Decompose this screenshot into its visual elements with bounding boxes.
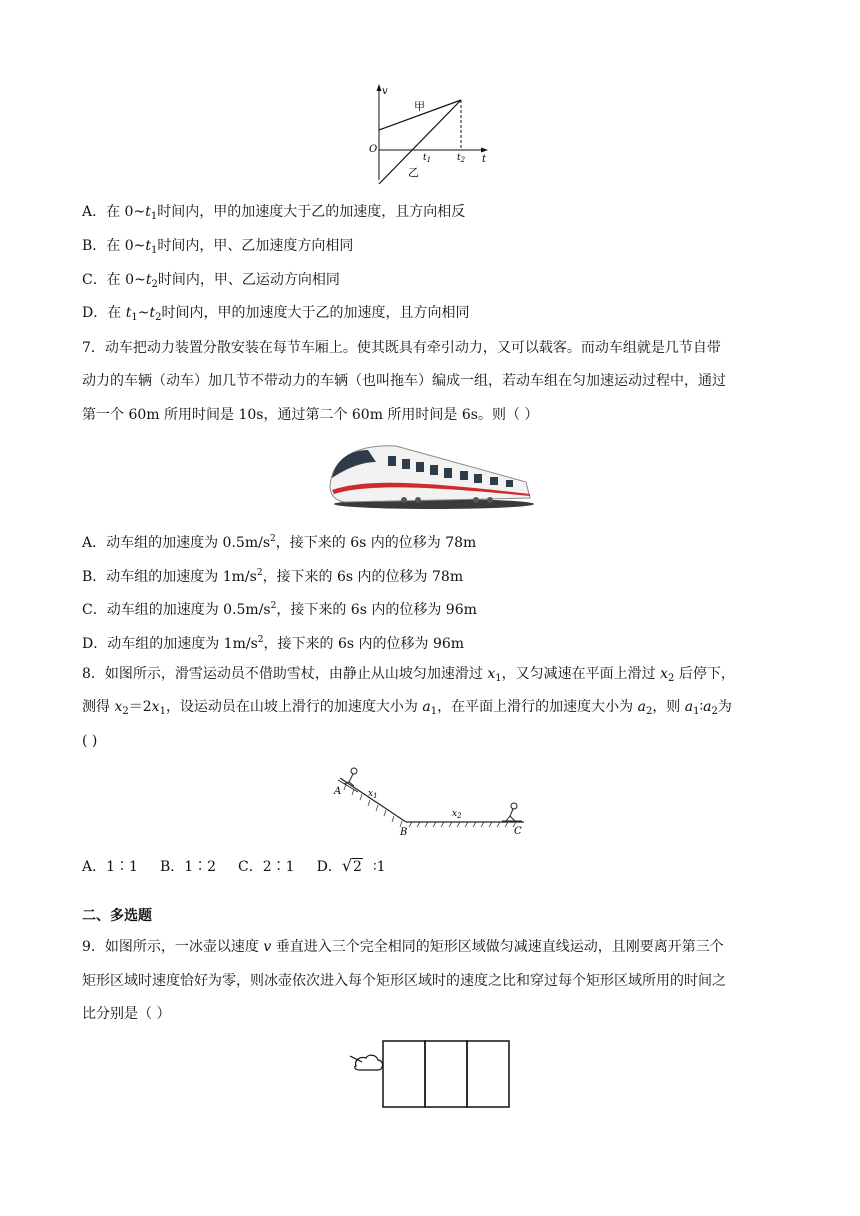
curling-stone-icon [350,1055,383,1070]
q8-stem-line2: 测得 $x_2=2x_1$，设运动员在山坡上滑行的加速度大小为 $a_1$，在平面上滑行的加速度大小为 $a_2$，则 $a_1∶a_2$为 [82,699,732,717]
section-title-multiple-choice: 二、多选题 [82,908,152,924]
q7-option-c: C．动车组的加速度为 $0.5m/s^2$，接下来的 6s 内的位移为 96m [82,601,477,618]
q7-stem-line3: 第一个 60m 所用时间是 10s，通过第二个 60m 所用时间是 6s。则（ ） [82,407,539,423]
q7-stem-line1: 7．动车把动力装置分散安装在每节车厢上。使其既具有牵引动力，又可以载客。而动车组就是几节自带 [82,340,721,356]
q8-option-c: C．2∶1 [238,859,295,875]
q8-option-b: B．1∶2 [159,859,217,875]
tick-t2: $t_2$ [457,153,466,164]
point-a-label: A [334,786,342,797]
ski-slope-figure [332,764,528,836]
region-2 [425,1041,467,1107]
q7-stem-line2: 动力的车辆（动车）加几节不带动力的车辆（也叫拖车）编成一组，若动车组在匀加速运动过程中，通过 [82,373,726,389]
axis-t-label: t [482,154,487,165]
skier-icon-c [502,803,522,821]
q6-option-d: D．在 $t_1\sim t_2$时间内，甲的加速度大于乙的加速度，且方向相同 [82,305,470,323]
q9-stem-line1: 9．如图所示，一冰壶以速度 v 垂直进入三个完全相同的矩形区域做匀减速直线运动，且刚要离开第三个 [82,939,724,955]
region-3 [467,1041,509,1107]
q7-option-b: B．动车组的加速度为 $1m/s^2$，接下来的 6s 内的位移为 78m [82,568,464,585]
tick-t1: $t_1$ [423,153,432,164]
x2-label: $x_2$ [452,809,462,820]
q7-option-a: A．动车组的加速度为 $0.5m/s^2$，接下来的 6s 内的位移为 78m [82,534,477,551]
q9-stem-line3: 比分别是（ ） [82,1006,171,1022]
q8-options [82,856,386,877]
q8-stem-line1: 8．如图所示，滑雪运动员不借助雪杖，由静止从山坡匀加速滑过 $x_1$，又匀减速在平面上滑过 $x_2$ 后停下， [82,666,735,684]
train-illustration [326,438,534,512]
label-yi: 乙 [408,166,419,179]
q8-option-a: A．1∶1 [82,859,138,875]
q9-stem-line2: 矩形区域时速度恰好为零，则冰壶依次进入每个矩形区域时的速度之比和穿过每个矩形区域所用的时间之 [82,973,726,989]
axis-v-label: v [382,86,388,97]
q6-option-c: C．在 $0\sim t_2$时间内，甲、乙运动方向相同 [82,272,340,290]
label-jia: 甲 [414,100,425,113]
point-b-label: B [400,827,408,836]
q7-option-d: D．动车组的加速度为 $1m/s^2$，接下来的 6s 内的位移为 96m [82,635,465,652]
vt-graph [366,80,496,190]
origin-label: O [369,144,378,155]
curling-regions-figure [346,1036,516,1112]
q6-option-a: A．在 $0\sim t_1$时间内，甲的加速度大于乙的加速度，且方向相反 [82,204,466,222]
x1-label: $x_1$ [368,789,378,800]
region-1 [383,1041,425,1107]
q8-stem-line3: ( ) [82,733,98,749]
q6-option-b: B．在 $0\sim t_1$时间内，甲、乙加速度方向相同 [82,238,354,256]
q8-option-d: D．√2 ∶1 [316,856,386,875]
point-c-label: C [514,826,522,836]
